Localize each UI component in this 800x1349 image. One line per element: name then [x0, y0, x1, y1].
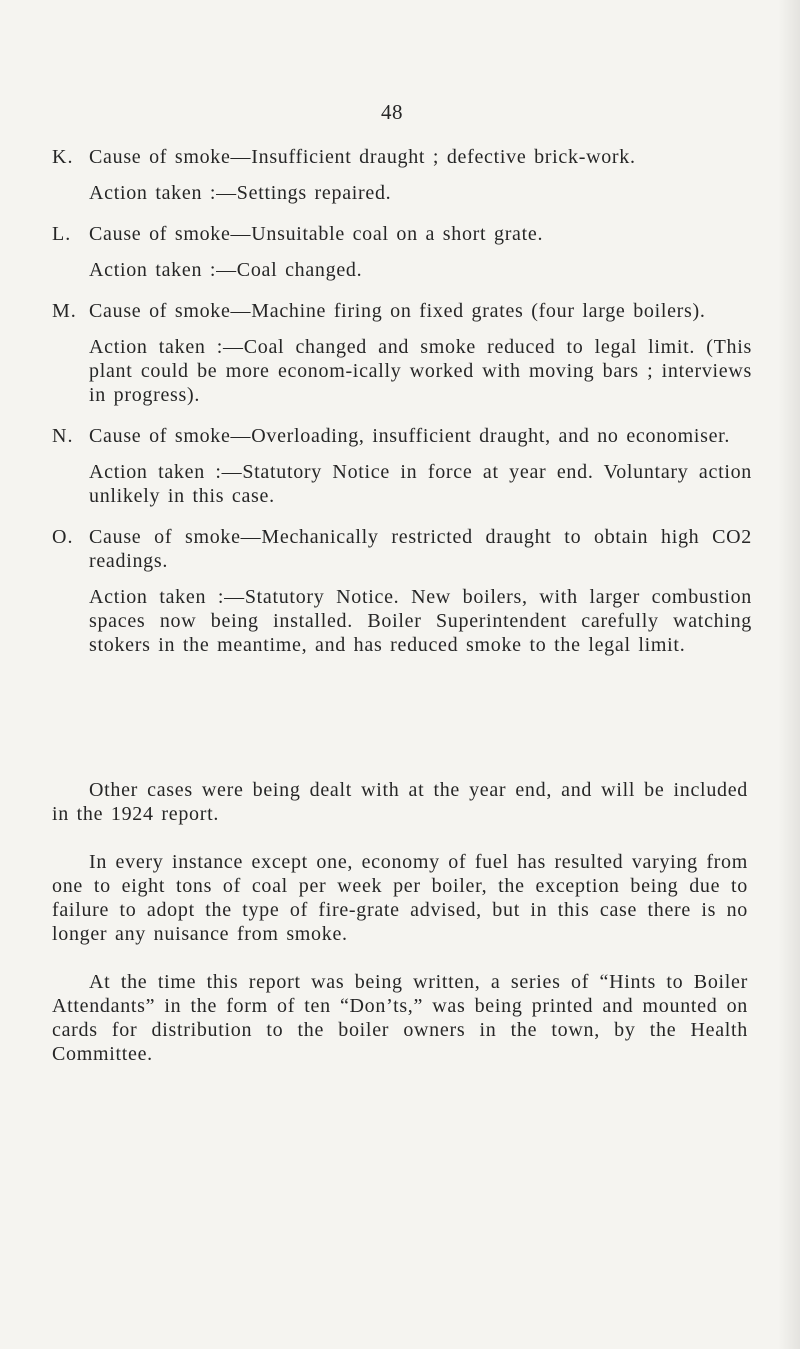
case-action: Action taken :—Settings repaired.	[89, 182, 392, 204]
case-entry-l	[52, 222, 752, 282]
case-body	[89, 299, 752, 407]
case-action: Action taken :—Coal changed.	[89, 259, 363, 281]
page-number: 48	[381, 100, 403, 124]
paragraph-other-cases: Other cases were being dealt with at the year end, and will be included in the 1924 report.	[52, 779, 748, 825]
paragraph-fuel-economy: In every instance except one, economy of fuel has resulted varying from one to eight tons of coal per week per boiler, the exception being due to failure to adopt the type of fire-grate advised, but in this case there is no longer any nuisance from smoke.	[52, 851, 748, 945]
case-cause: Cause of smoke—Mechanically restricted draught to obtain high CO2 readings.	[89, 526, 752, 572]
case-cause: Cause of smoke—Unsuitable coal on a short grate.	[89, 223, 544, 245]
case-action: Action taken :—Coal changed and smoke reduced to legal limit. (This plant could be more econom-ically worked with moving bars ; interviews in progress).	[89, 336, 752, 406]
case-cause: Cause of smoke—Machine firing on fixed grates (four large boilers).	[89, 300, 706, 322]
case-entry-m	[52, 299, 752, 407]
case-entry-o	[52, 525, 752, 657]
case-body	[89, 525, 752, 657]
case-letter: K.	[52, 146, 74, 168]
case-action: Action taken :—Statutory Notice. New boilers, with larger combustion spaces now being installed. Boiler Superintendent carefully watching stokers in the meantime, and has reduced smoke to the legal limit.	[89, 586, 752, 656]
case-letter: N.	[52, 425, 74, 447]
case-list	[52, 145, 752, 674]
page-edge-shadow	[778, 0, 800, 1349]
case-cause: Cause of smoke—Overloading, insufficient draught, and no economiser.	[89, 425, 731, 447]
case-entry-k	[52, 145, 752, 205]
case-letter: L.	[52, 223, 72, 245]
paragraph-hints: At the time this report was being written, a series of “Hints to Boiler Attendants” in the form of ten “Don’ts,” was being printed and mounted on cards for distribution to the boiler owners in the town, by the Health Committee.	[52, 971, 748, 1065]
case-body	[89, 145, 752, 205]
case-body	[89, 424, 752, 508]
case-body	[89, 222, 752, 282]
body-paragraphs	[52, 778, 748, 1090]
case-action: Action taken :—Statutory Notice in force at year end. Voluntary action unlikely in this case.	[89, 461, 752, 507]
case-cause: Cause of smoke—Insufficient draught ; defective brick-work.	[89, 146, 636, 168]
case-letter: O.	[52, 526, 74, 548]
case-entry-n	[52, 424, 752, 508]
case-letter: M.	[52, 300, 77, 322]
